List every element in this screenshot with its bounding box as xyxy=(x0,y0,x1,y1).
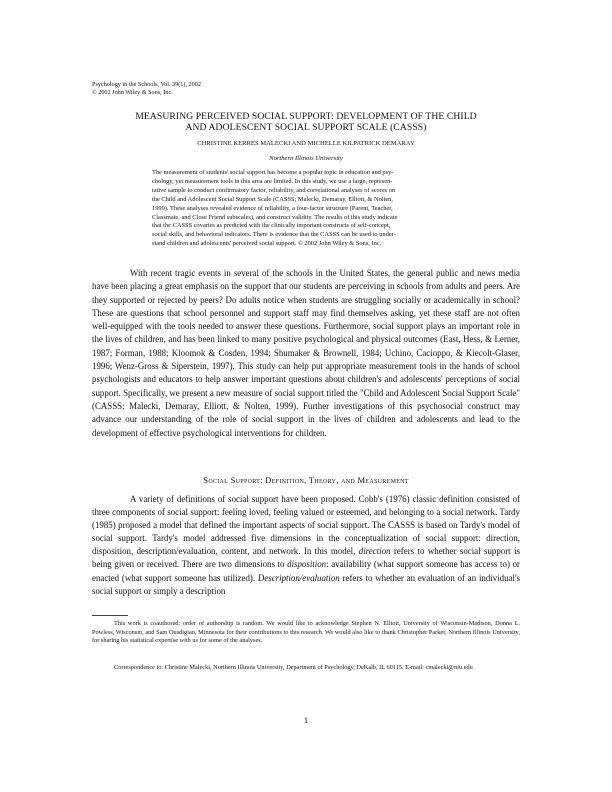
copyright-line: © 2002 John Wiley & Sons, Inc. xyxy=(92,89,173,96)
section-text-part: A variety of definitions of social support have been proposed. Cobb's (1976) classic definition consisted of three components of social support: feeling loved, feeling valued or esteemed, and belonging to a social network. Tardy (1985) proposed a model that defined the important aspects of social support. The CASSS is based on Tardy's model of social support. Tardy's model addressed five dimensions in the conceptualization of social support: direction, disposition, description/evaluation, content, and network. In this model, xyxy=(92,494,520,557)
journal-volume-line: Psychology in the Schools, Vol. 39(1), 2002 xyxy=(92,81,201,88)
section-heading: Social Support: Definition, Theory, and Measurement xyxy=(203,475,409,485)
abstract-line: the Child and Adolescent Social Support Scale (CASSS; Malecki, Demaray, Elliott, & Nolten, xyxy=(152,195,393,203)
section-text-part: refers to whether social support is being given or received. There are two dimensions to xyxy=(92,546,520,570)
section-paragraph xyxy=(92,493,520,598)
author-affiliation: Northern Illinois University xyxy=(269,155,343,162)
abstract-line: tative sample to conduct confirmatory factor, reliability, and correlational analyses of scores on xyxy=(152,186,396,194)
abstract-line: social skills, and behavioral indicators. There is evidence that the CASSS can be used to under- xyxy=(152,231,396,239)
abstract xyxy=(152,169,460,249)
page-number: 1 xyxy=(303,716,309,725)
term-direction: direction xyxy=(358,546,391,557)
footnote-divider xyxy=(92,615,128,616)
correspondence-footnote: Correspondence to: Christine Malecki, Northern Illinois University, Department of Psychology, DeKalb, IL 60115. E-mail: cmalecki@niu.edu xyxy=(114,664,473,671)
title-line-1: MEASURING PERCEIVED SOCIAL SUPPORT: DEVELOPMENT OF THE CHILD xyxy=(135,111,477,122)
abstract-line: chology, yet measurement tools in this area are limited. In this study, we use a large, represen- xyxy=(152,177,393,185)
title-line-2: AND ADOLESCENT SOCIAL SUPPORT SCALE (CASSS) xyxy=(185,122,427,133)
section-text-part: refers to whether an evaluation of an individual's social support or simply a description xyxy=(92,572,520,596)
author-names: CHRISTINE KERRES MALECKI AND MICHELLE KILPATRICK DEMARAY xyxy=(197,140,415,147)
introduction-paragraph: With recent tragic events in several of the schools in the United States, the general public and news media have been placing a great emphasis on the support that our students are perceiving in schools from adults and peers. Are they supported or rejected by peers? Do adults notice when students are struggling socially or academically in school? These are questions that school personnel and support staff may find themselves asking, yet these staff are not often well-equipped with the tools needed to answer these questions. Furthermore, social support plays an important role in the lives of children, and has been linked to many positive psychological and physical outcomes (East, Hess, & Lerner, 1987; Forman, 1988; Kloomok & Cosden, 1994; Shumaker & Brownell, 1984; Uchino, Cacioppo, & Kiecolt-Glaser, 1996; Wenz-Gross & Siperstein, 1997). This study can help put appropriate measurement tools in the hands of school psychologists and educators to help answer important questions about children's and adolescents' perceptions of social support. Specifically, we present a new measure of social support titled the "Child and Adolescent Social Support Scale" (CASSS; Malecki, Demaray, Elliott, & Nolten, 1999). Further investigations of this psychosocial construct may advance our understanding of the role of social support in the lives of children and adolescents and lead to the development of effective psychological interventions for children. xyxy=(92,268,520,438)
abstract-line: stand children and adolescents' perceived social support. © 2002 John Wiley & Sons, Inc. xyxy=(152,240,382,248)
section-text-part: : availability (what support someone has access to) or enacted (what support someone has utilized). xyxy=(92,559,520,583)
abstract-line: that the CASSS covaries as predicted with the clinically important constructs of self-concept, xyxy=(152,222,391,230)
acknowledgment-footnote: This work is coauthored; order of authorship is random. We would like to acknowledge Stephen N. Elliott, University of Wisconsin-Madison, Donna L. Powless, Wisconsin, and Sam Ousdigian, Minnesota for their contributions to this research. We would also like to thank Christopher Parker, Northern Illinois University, for sharing his statistical expertise with us for some of the analyses. xyxy=(92,620,520,645)
article-title xyxy=(110,111,502,133)
journal-citation xyxy=(92,81,201,97)
term-description-evaluation: Description/evaluation xyxy=(257,572,340,583)
abstract-line: The measurement of students' social support has become a popular topic in education and psy- xyxy=(152,169,394,176)
abstract-line: Classmate, and Close Friend subscales), and construct validity. The results of this study indicate xyxy=(152,213,398,221)
term-disposition: disposition xyxy=(287,559,327,570)
abstract-line: 1999). These analyses revealed evidence of reliability, a four-factor structure (Parent, Teacher, xyxy=(152,204,393,212)
